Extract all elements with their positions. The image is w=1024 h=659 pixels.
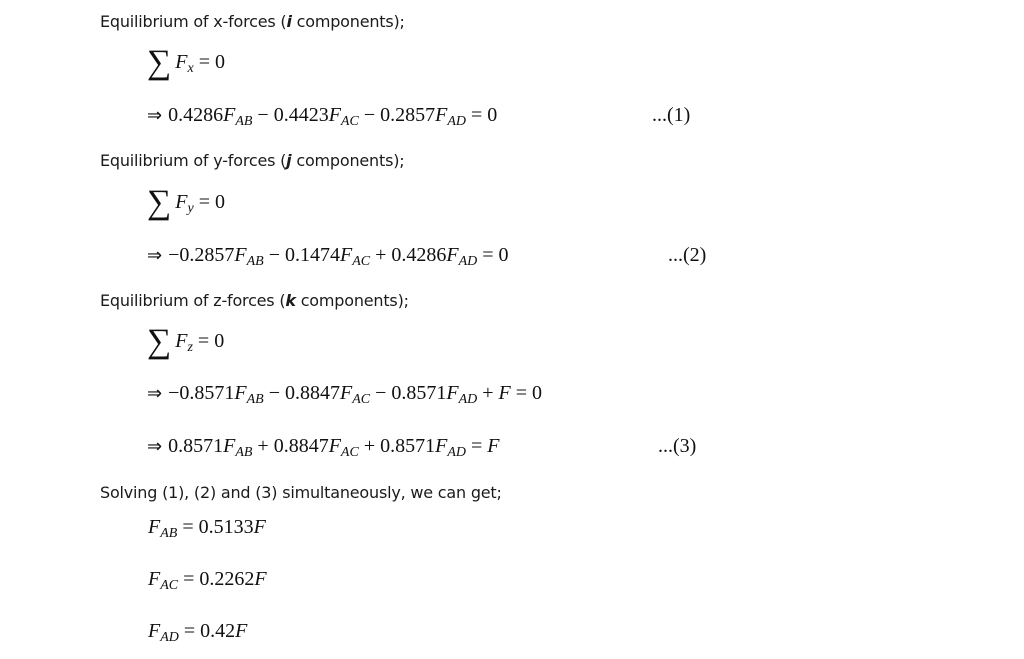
z1-sub-ab: AB xyxy=(246,392,264,407)
y-sub-ad: AD xyxy=(458,254,478,269)
force-symbol: F xyxy=(328,435,341,457)
x-sub-ac: AC xyxy=(340,114,359,129)
sigma-symbol: ∑ xyxy=(147,184,172,221)
result-fab xyxy=(148,516,266,542)
x-sum-subscript: x xyxy=(187,61,194,76)
z1-coef-ab: −0.8571 xyxy=(168,382,235,404)
y-label-vector: j xyxy=(286,151,292,170)
z-label-vector: k xyxy=(285,291,296,310)
z-sum-rhs: = 0 xyxy=(192,330,225,352)
x-forces-label xyxy=(100,12,405,31)
x-label-vector: i xyxy=(286,12,292,31)
y-equation xyxy=(147,244,509,270)
force-symbol: F xyxy=(223,435,236,457)
x-equation xyxy=(147,104,497,130)
result-sub-ab: AB xyxy=(160,526,178,541)
result-sub-ac: AC xyxy=(160,578,179,593)
equation-tag-3: ...(3) xyxy=(658,435,697,457)
z2-coef-ac: 0.8847 xyxy=(273,435,329,457)
z2-op-ad: + xyxy=(358,435,381,457)
force-symbol: F xyxy=(253,516,266,538)
sigma-symbol: ∑ xyxy=(147,44,172,81)
z1-coef-ac: 0.8847 xyxy=(284,382,340,404)
z-label-post: components); xyxy=(295,291,409,310)
x-coef-ac: 0.4423 xyxy=(273,104,329,126)
z2-sub-ac: AC xyxy=(340,445,359,460)
z1-op-ad: − xyxy=(370,382,392,404)
z2-coef-ab: 0.8571 xyxy=(168,435,224,457)
x-eq-rhs: = 0 xyxy=(465,104,498,126)
force-symbol: F xyxy=(148,516,161,538)
implies-icon: ⇒ xyxy=(147,245,163,266)
y-label-pre: Equilibrium of y-forces ( xyxy=(100,151,287,170)
y-label-post: components); xyxy=(291,151,405,170)
z2-eq-rhs: = xyxy=(465,435,488,457)
sigma-symbol: ∑ xyxy=(147,323,172,360)
result-value-ac: = 0.2262 xyxy=(178,568,255,590)
x-label-post: components); xyxy=(291,12,405,31)
x-sub-ab: AB xyxy=(235,114,253,129)
x-op-ac: − xyxy=(252,104,274,126)
y-sub-ab: AB xyxy=(246,254,264,269)
force-symbol: F xyxy=(175,330,188,352)
x-op-ad: − xyxy=(358,104,381,126)
y-eq-rhs: = 0 xyxy=(477,244,509,266)
equation-tag-1: ...(1) xyxy=(652,104,691,126)
y-op-ac: − xyxy=(263,244,285,266)
y-sum-equation xyxy=(147,184,225,222)
force-symbol: F xyxy=(254,568,267,590)
x-sub-ad: AD xyxy=(447,114,466,129)
force-symbol: F xyxy=(148,620,161,642)
z-sum-equation xyxy=(147,323,224,361)
force-symbol: F xyxy=(435,104,448,126)
force-symbol: F xyxy=(339,382,353,404)
result-value-ad: = 0.42 xyxy=(178,620,236,642)
z1-eq-rhs: = 0 xyxy=(510,382,543,404)
z-label-pre: Equilibrium of z-forces ( xyxy=(100,291,286,310)
implies-icon: ⇒ xyxy=(147,383,163,404)
implies-icon: ⇒ xyxy=(147,105,163,126)
force-symbol: F xyxy=(498,382,511,404)
z-equation-1 xyxy=(147,382,542,408)
force-symbol: F xyxy=(148,568,161,590)
force-symbol: F xyxy=(328,104,341,126)
z1-sub-ac: AC xyxy=(352,392,371,407)
implies-icon: ⇒ xyxy=(147,436,163,457)
force-symbol: F xyxy=(234,382,247,404)
z-forces-label xyxy=(100,291,409,310)
force-symbol: F xyxy=(175,191,188,213)
x-sum-equation xyxy=(147,44,225,82)
z2-op-ac: + xyxy=(252,435,274,457)
force-symbol: F xyxy=(234,244,247,266)
force-symbol: F xyxy=(223,104,236,126)
z-equation-2 xyxy=(147,435,499,461)
force-symbol: F xyxy=(446,382,459,404)
y-sub-ac: AC xyxy=(352,254,371,269)
result-sub-ad: AD xyxy=(160,630,179,645)
y-sum-rhs: = 0 xyxy=(193,191,225,213)
z1-coef-ad: 0.8571 xyxy=(391,382,447,404)
equation-tag-2: ...(2) xyxy=(668,244,707,266)
z-sum-subscript: z xyxy=(187,340,193,355)
result-fac xyxy=(148,568,267,594)
y-coef-ad: 0.4286 xyxy=(391,244,447,266)
x-coef-ab: 0.4286 xyxy=(168,104,224,126)
force-symbol: F xyxy=(175,51,188,73)
y-sum-subscript: y xyxy=(187,201,194,216)
solution-label: Solving (1), (2) and (3) simultaneously, we can get; xyxy=(100,483,502,502)
y-coef-ab: −0.2857 xyxy=(168,244,235,266)
x-sum-rhs: = 0 xyxy=(193,51,225,73)
y-forces-label xyxy=(100,151,404,170)
force-symbol: F xyxy=(339,244,353,266)
z1-op-f: + xyxy=(477,382,499,404)
force-symbol: F xyxy=(446,244,459,266)
x-label-pre: Equilibrium of x-forces ( xyxy=(100,12,287,31)
z2-sub-ab: AB xyxy=(235,445,253,460)
y-op-ad: + xyxy=(370,244,392,266)
force-symbol: F xyxy=(235,620,248,642)
z2-sub-ad: AD xyxy=(447,445,466,460)
z1-op-ac: − xyxy=(263,382,285,404)
x-coef-ad: 0.2857 xyxy=(380,104,436,126)
force-symbol: F xyxy=(435,435,448,457)
z2-coef-ad: 0.8571 xyxy=(380,435,436,457)
result-value-ab: = 0.5133 xyxy=(177,516,254,538)
z1-sub-ad: AD xyxy=(458,392,478,407)
y-coef-ac: 0.1474 xyxy=(284,244,340,266)
force-symbol: F xyxy=(487,435,500,457)
result-fad xyxy=(148,620,247,646)
